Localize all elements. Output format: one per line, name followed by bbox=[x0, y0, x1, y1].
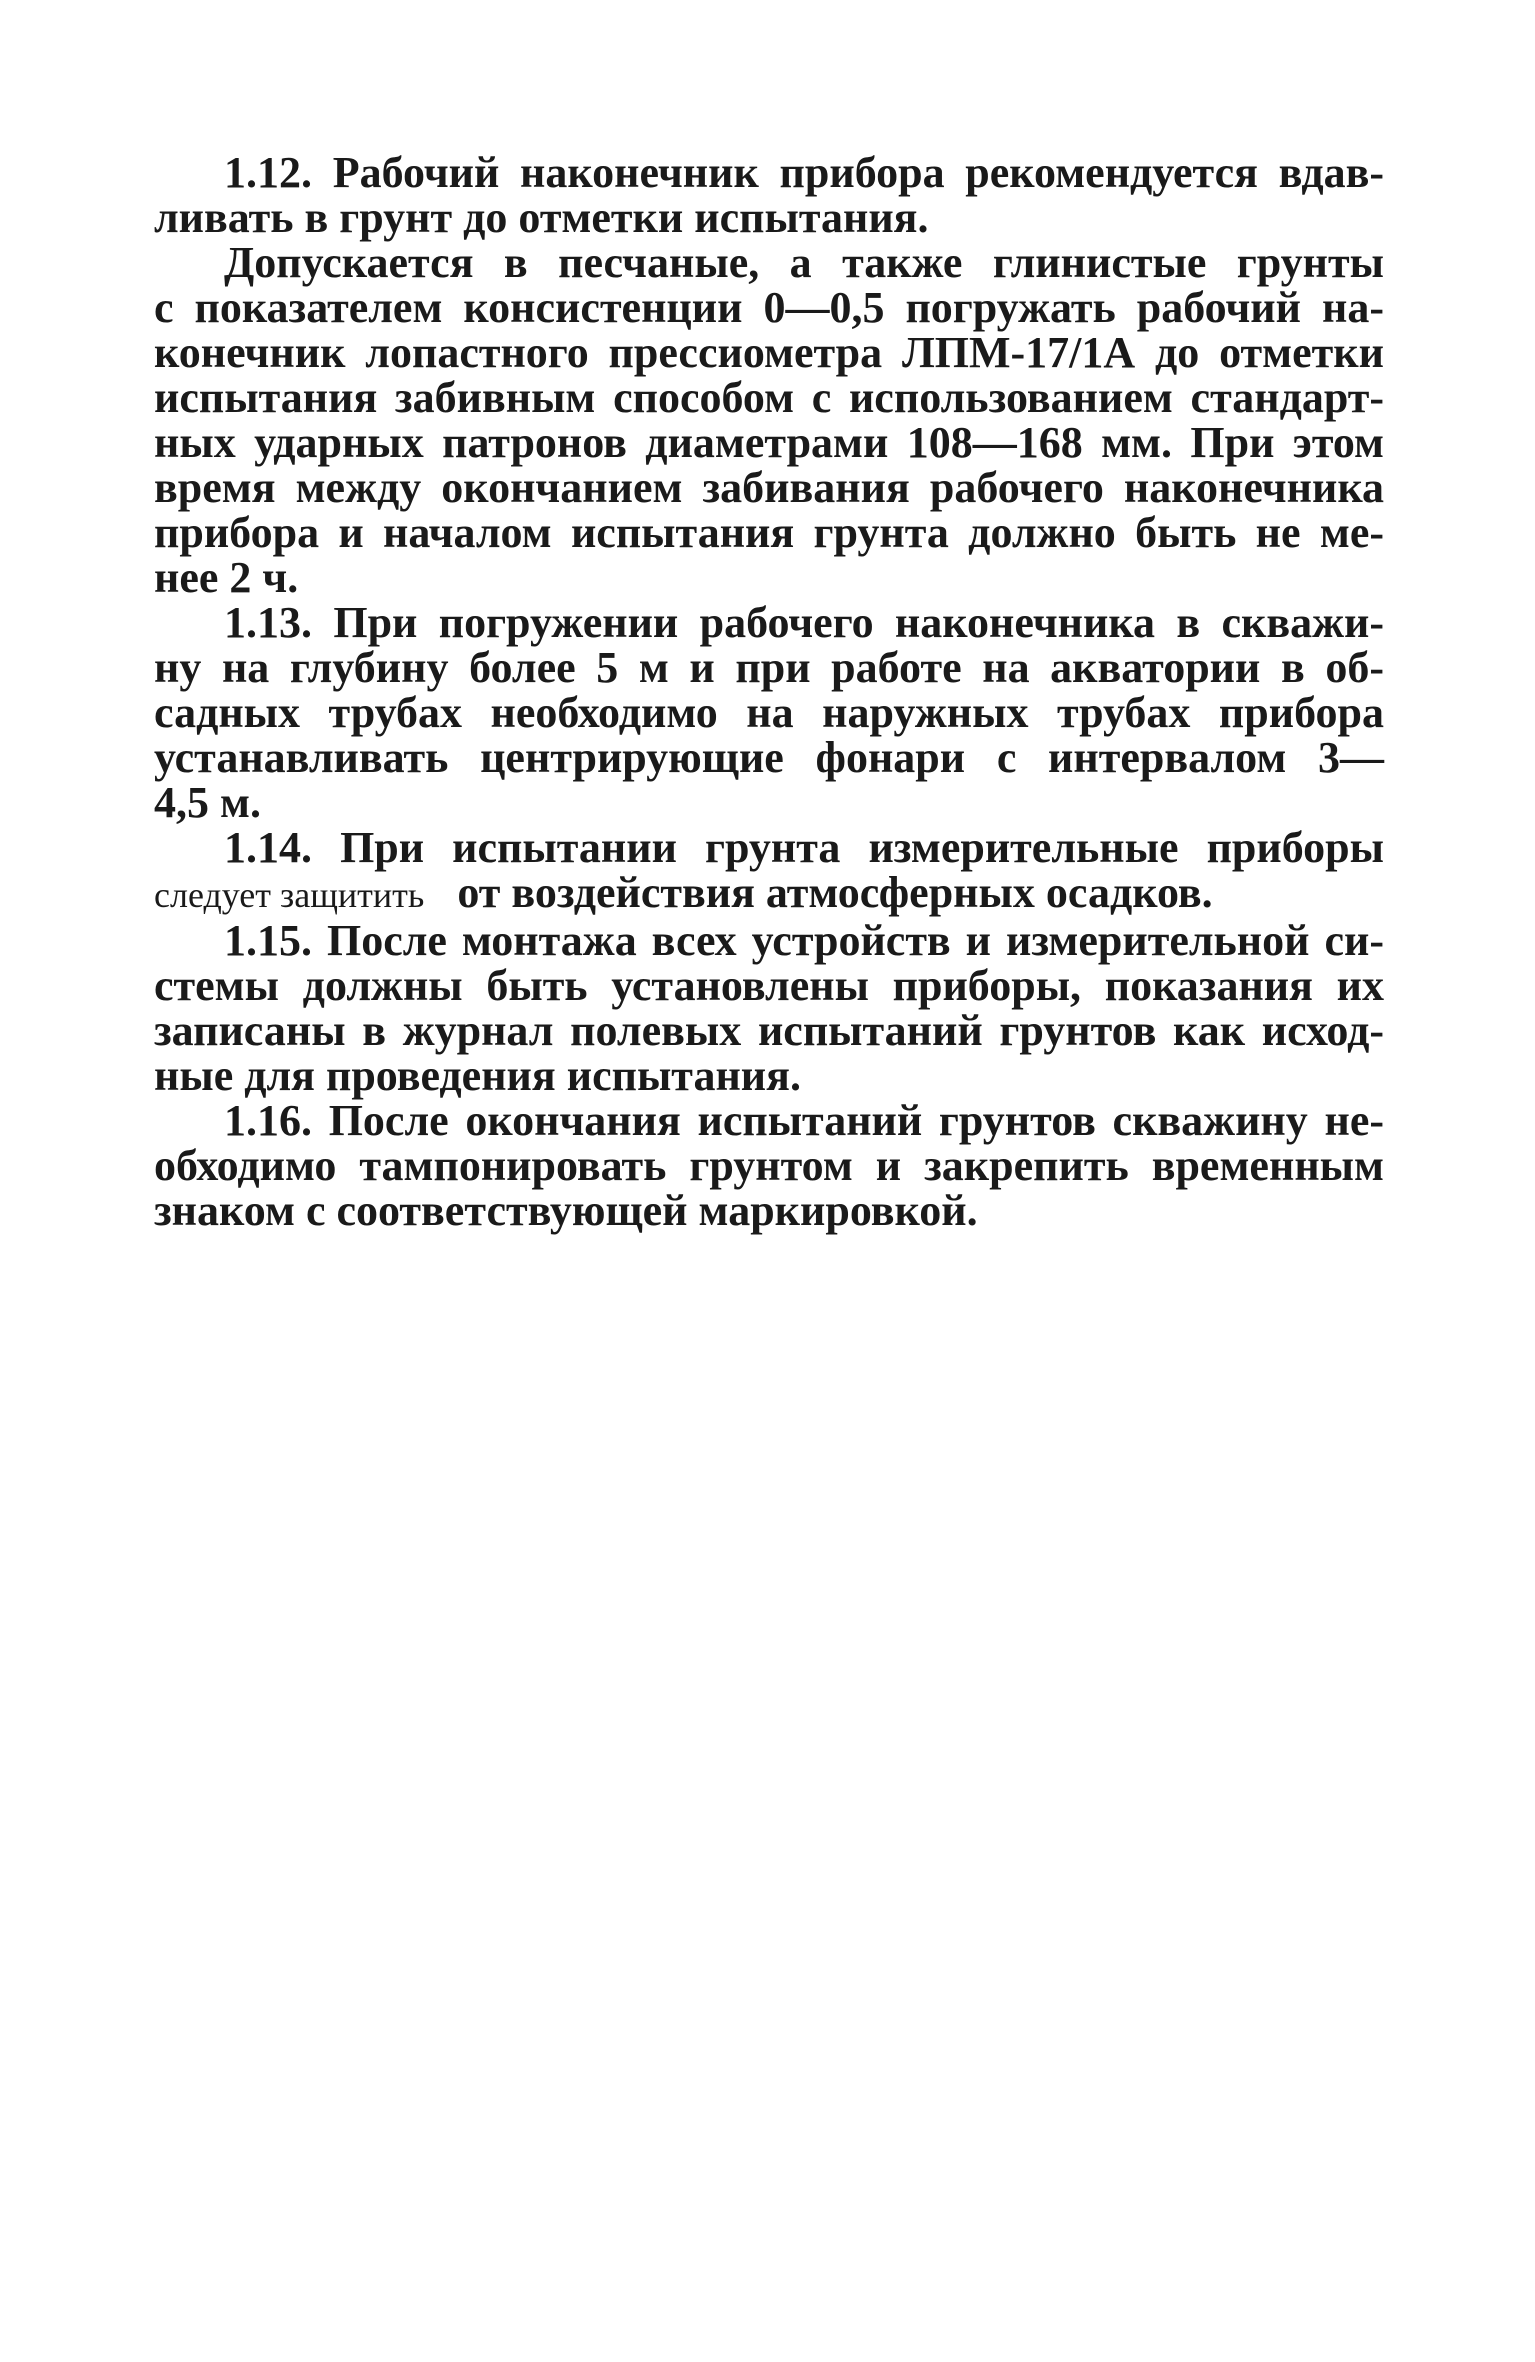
paragraph-1-13 bbox=[154, 600, 1384, 825]
paragraph-line: 4,5 м. bbox=[154, 778, 261, 827]
paragraph-1-12-continuation bbox=[154, 240, 1384, 600]
paragraph-line: обходимо тампонировать грунтом и закрепить временным bbox=[154, 1141, 1384, 1190]
clause-number: 1.15. bbox=[224, 916, 312, 965]
line-text: Рабочий наконечник прибора рекомендуется вдав- bbox=[332, 148, 1384, 197]
paragraph-line bbox=[154, 870, 1384, 918]
paragraph-1-16 bbox=[154, 1098, 1384, 1233]
paragraph-line: садных трубах необходимо на наружных трубах прибора bbox=[154, 688, 1384, 737]
line-text: При погружении рабочего наконечника в скважи- bbox=[333, 598, 1384, 647]
paragraph-line: стемы должны быть установлены приборы, показания их bbox=[154, 961, 1384, 1010]
paragraph-line: ные для проведения испытания. bbox=[154, 1051, 801, 1100]
clause-number: 1.14. bbox=[224, 823, 312, 872]
document-body bbox=[154, 150, 1384, 1233]
paragraph-line bbox=[154, 1098, 1384, 1143]
clause-number: 1.13. bbox=[224, 598, 312, 647]
paragraph-1-12 bbox=[154, 150, 1384, 240]
clause-number: 1.12. bbox=[224, 148, 312, 197]
paragraph-line: ну на глубину более 5 м и при работе на акватории в об- bbox=[154, 643, 1384, 692]
paragraph-line: конечник лопастного прессиометра ЛПМ-17/1А до отметки bbox=[154, 328, 1384, 377]
line-text: При испытании грунта измерительные приборы bbox=[340, 823, 1384, 872]
paragraph-line: время между окончанием забивания рабочего наконечника bbox=[154, 463, 1384, 512]
paragraph-line: ливать в грунт до отметки испытания. bbox=[154, 193, 929, 242]
paragraph-line: записаны в журнал полевых испытаний грунтов как исход- bbox=[154, 1006, 1384, 1055]
line-text: После окончания испытаний грунтов скважину не- bbox=[328, 1096, 1384, 1145]
line-text: от воздействия атмосферных осадков. bbox=[457, 868, 1213, 917]
paragraph-line: прибора и началом испытания грунта должно быть не ме- bbox=[154, 508, 1384, 557]
paragraph-line bbox=[154, 150, 1384, 195]
paragraph-line: с показателем консистенции 0—0,5 погружать рабочий на- bbox=[154, 283, 1384, 332]
clause-number: 1.16. bbox=[224, 1096, 312, 1145]
paragraph-1-15 bbox=[154, 918, 1384, 1098]
paragraph-line: знаком с соответствующей маркировкой. bbox=[154, 1186, 978, 1235]
paragraph-line: Допускается в песчаные, а также глинистые грунты bbox=[224, 238, 1384, 287]
paragraph-line bbox=[154, 825, 1384, 870]
line-text: После монтажа всех устройств и измерительной си- bbox=[326, 916, 1385, 965]
paragraph-line: ных ударных патронов диаметрами 108—168 мм. При этом bbox=[154, 418, 1384, 467]
paragraph-line: нее 2 ч. bbox=[154, 553, 299, 602]
inserted-text: следует защитить bbox=[154, 875, 425, 915]
paragraph-line: устанавливать центрирующие фонари с интервалом 3— bbox=[154, 733, 1384, 782]
paragraph-1-14 bbox=[154, 825, 1384, 918]
paragraph-line bbox=[154, 918, 1384, 963]
paragraph-line: испытания забивным способом с использованием стандарт- bbox=[154, 373, 1384, 422]
paragraph-line bbox=[154, 600, 1384, 645]
